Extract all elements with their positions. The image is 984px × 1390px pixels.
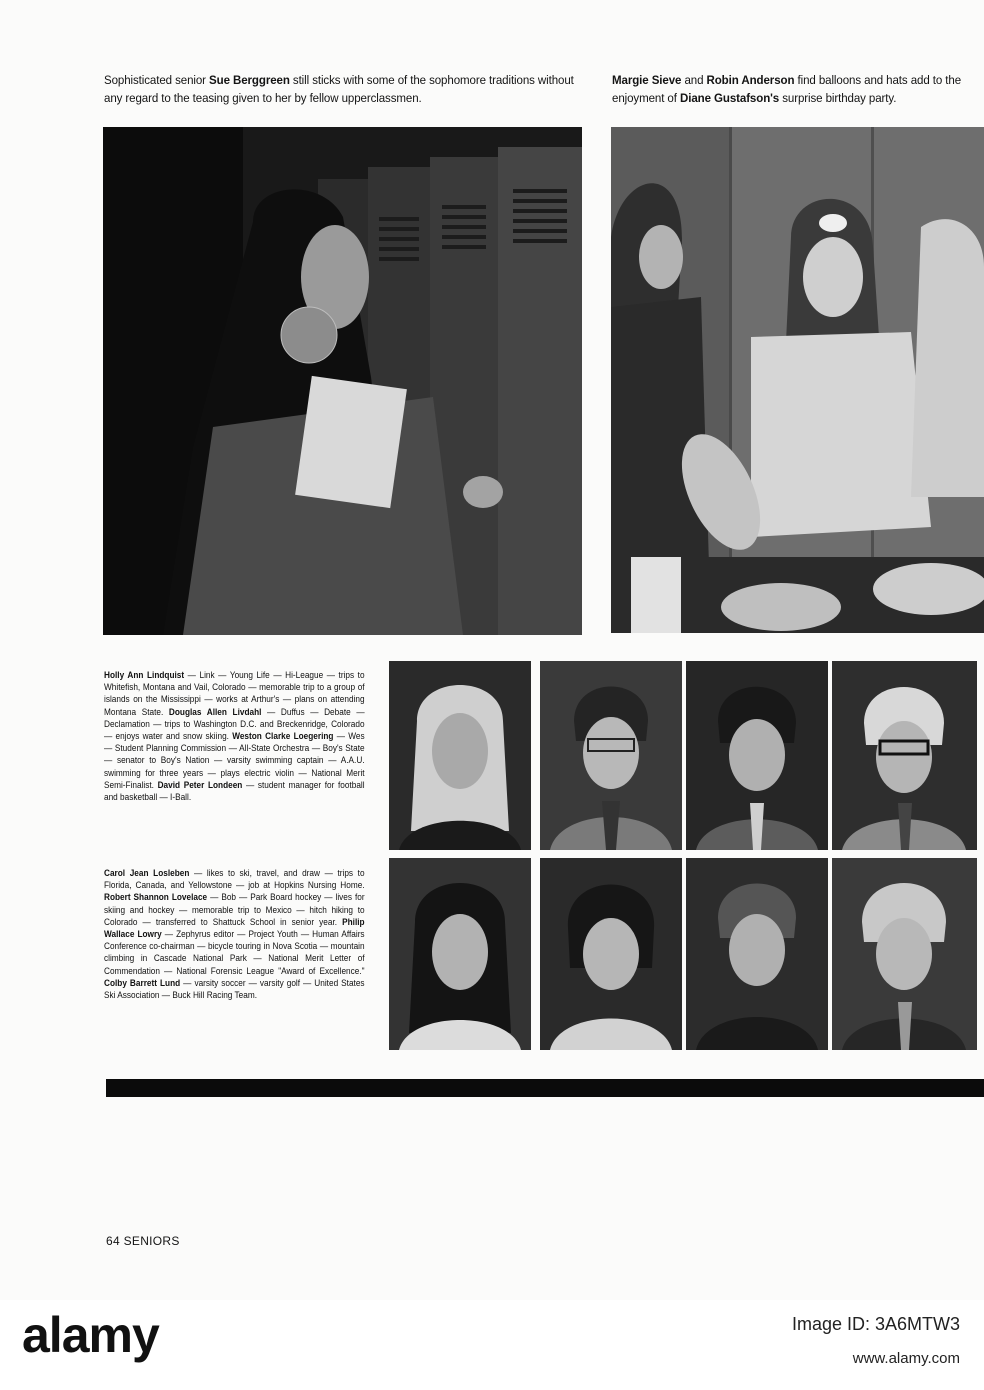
portrait-weston-loegering xyxy=(686,661,828,850)
image-id: Image ID: 3A6MTW3 xyxy=(791,1314,960,1334)
portrait-carol-losleben xyxy=(389,858,531,1050)
caption-right: Margie Sieve and Robin Anderson find balloons and hats add to the enjoyment of Diane Gustafson's surprise birthday party. xyxy=(612,73,962,105)
site-url: www.alamy.com xyxy=(852,1350,960,1367)
alamy-logo: alamy xyxy=(22,1307,159,1363)
caption-name: Sue Berggreen xyxy=(209,73,290,87)
portrait-colby-lund xyxy=(832,858,977,1050)
senior-bios-row1: Holly Ann Lindquist — Link — Young Life — Hi-League — trips to Whitefish, Montana and Vail, Colorado — memorable trip to a group of islands on the Mississippi — works at Arthur's — plans on attending Montana State. Douglas Allen Livdahl — Duffus — Debate — Declamation — trips to Washington D.C. and Breckenridge, Colorado — enjoys water and snow skiing. Weston Clarke Loegering — Wes — Student Planning Commission — All-State Orchestra — Boy's State — senator to Boy's Nation — varsity swimming captain — A.A.U. swimming for three years — plays electric violin — National Merit Semi-Finalist. David Peter Londeen — student manager for football and basketball — I-Ball. xyxy=(104,670,365,804)
portrait-robert-lovelace xyxy=(540,858,682,1050)
portrait-holly-lindquist xyxy=(389,661,531,850)
portrait-douglas-livdahl xyxy=(540,661,682,850)
page-folio: 64 SENIORS xyxy=(106,1234,180,1248)
caption-left: Sophisticated senior Sue Berggreen still sticks with some of the sophomore traditions without any regard to the teasing given to her by fellow upperclassmen. xyxy=(104,73,574,105)
portrait-david-londeen xyxy=(832,661,977,850)
caption-name: Diane Gustafson's xyxy=(679,91,780,105)
photo-birthday-party xyxy=(611,127,984,633)
photo-lockers-bubblegum xyxy=(103,127,582,635)
senior-bios-row2: Carol Jean Losleben — likes to ski, travel, and draw — trips to Florida, Canada, and Yellowstone — job at Hopkins Nursing Home. Robert Shannon Lovelace — Bob — Park Board hockey — lives for skiing and hockey — memorable trip to Mexico — hitch hiking to Colorado — transferred to Shattuck School in senior year. Philip Wallace Lowry — Zephyrus editor — Project Youth — Human Affairs Conference co-chairman — bicycle touring in Nova Scotia — mountain climbing in Cascade National Park — National Merit Letter of Commendation — National Forensic League "Award of Excellence." Colby Barrett Lund — varsity soccer — varsity golf — United States Ski Association — Buck Hill Racing Team. xyxy=(104,868,365,1002)
caption-name: Margie Sieve xyxy=(612,73,682,87)
caption-name: Robin Anderson xyxy=(706,73,795,87)
portrait-philip-lowry xyxy=(686,858,828,1050)
divider-bar xyxy=(106,1079,984,1097)
